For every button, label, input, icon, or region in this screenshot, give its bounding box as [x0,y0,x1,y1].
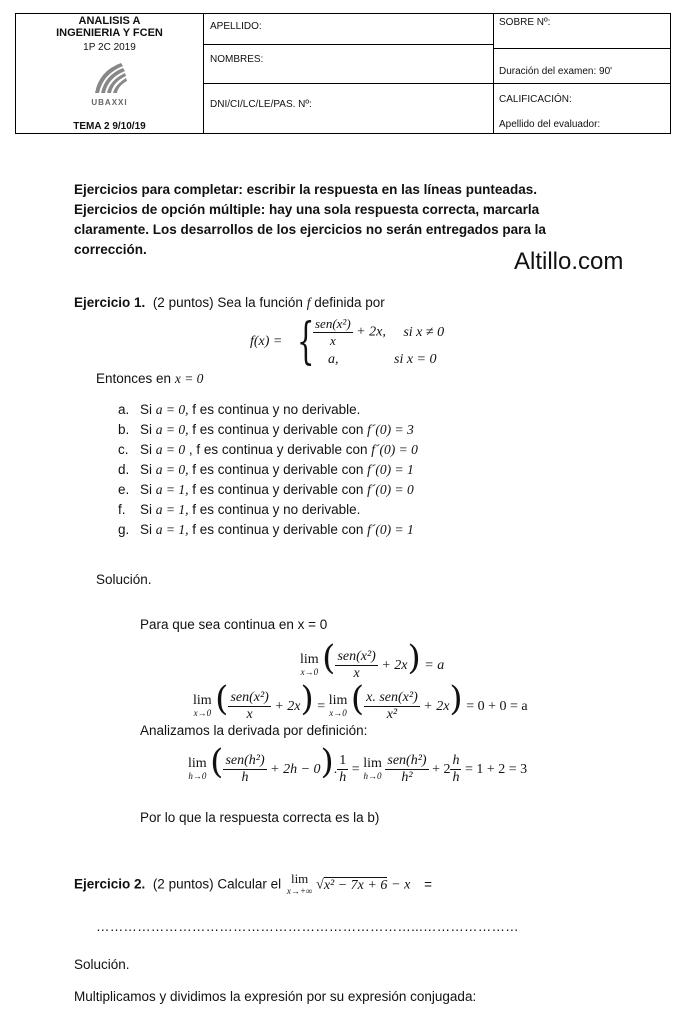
option-item[interactable] [118,460,418,480]
instruction-line: Ejercicios de opción múltiple: hay una sola respuesta correcta, marcarla [74,202,540,217]
option-math: a = 1, [155,522,189,537]
instruction-line: Ejercicios para completar: escribir la respuesta en las líneas punteadas. [74,182,537,197]
option-text: f es continua y derivable con [192,482,364,497]
option-math: a = 1, [155,482,189,497]
ex1-text-end: definida por [314,295,385,310]
option-item[interactable] [118,500,418,520]
answer-dotted-line: ……………………………………………………………...………………… [96,919,519,934]
option-letter: a. [118,402,130,417]
ex1-text: (2 puntos) Sea la función [152,295,303,310]
option-text: f es continua y derivable con [192,462,364,477]
divider [493,14,494,133]
equation-limit: lim x→0 ( $\frac{\text{sen(x²)}}{x}$ + 2x) = a [300,638,445,682]
option-item[interactable] [118,420,418,440]
ex2-title: Ejercicio 2. [74,876,146,892]
option-text: Si [140,422,153,437]
option-item[interactable] [118,520,418,540]
instruction-line: claramente. Los desarrollos de los ejercicios no serán entregados para la [74,222,546,237]
option-letter: c. [118,442,129,457]
ex1-statement [74,295,385,311]
solution-text: Multiplicamos y dividimos la expresión por su expresión conjugada: [74,989,477,1004]
ubaxxi-logo-icon [87,57,133,99]
calificacion-label: CALIFICACIÓN: [499,94,572,105]
option-math: a = 0, [155,462,189,477]
option-letter: b. [118,422,130,437]
option-math: a = 1, [155,502,189,517]
divider [203,83,671,84]
option-math: f´(0) = 0 [367,482,414,497]
option-text: Si [140,522,153,537]
evaluador-label: Apellido del evaluador: [499,119,601,130]
apellido-label: APELLIDO: [210,21,262,32]
piecewise-case2: a, si x = 0 [328,352,437,367]
options-list [118,400,418,540]
option-math: f´(0) = 1 [367,462,414,477]
equation-continuity: lim x→0 ( $\frac{\text{sen(x²)}}{x}$ + 2x) = lim x→0 ( $\frac{\text{x. sen(x²)}}{\text{x²}}$ + 2x) = 0 + 0 = a [193,679,528,723]
solution-label: Solución. [74,957,130,972]
solution-label: Solución. [96,572,152,587]
option-math: a = 0, [155,422,189,437]
conclusion: Por lo que la respuesta correcta es la b) [140,810,380,825]
option-item[interactable] [118,400,418,420]
divider [203,14,204,133]
equation-derivative: lim h→0 ( $\frac{\text{sen(h²)}}{h}$ + 2h − 0). $\frac{1}{h}$ = lim h→0 $\frac{\text{sen(h²)}}{\text{h²}}$ + 2 $\frac{h}{h}$ = 1 + 2 = 3 [188,742,528,786]
option-text: Si [140,402,153,417]
instruction-line: corrección. [74,242,147,257]
solution-text: Para que sea continua en x = 0 [140,617,328,632]
func-symbol: f [306,295,311,310]
divider [493,48,671,49]
option-math: f´(0) = 0 [371,442,418,457]
option-math: f´(0) = 3 [367,422,414,437]
option-text: Si [140,442,153,457]
ex2-statement: Ejercicio 2. (2 puntos) Calcular el lim x→+∞ √x² − 7x + 6 − x = [74,871,432,896]
option-item[interactable] [118,480,418,500]
piecewise-lhs: f(x) = [250,334,283,349]
dni-label: DNI/CI/LC/LE/PAS. Nº: [210,99,312,110]
option-letter: g. [118,522,130,537]
institution-line2: INGENIERIA Y FCEN [56,27,163,39]
option-letter: f. [118,502,126,517]
sobre-label: SOBRE Nº: [499,17,551,28]
option-text: f es continua y derivable con [192,422,364,437]
option-text: Si [140,482,153,497]
ex1-then: Entonces en x = 0 [96,371,204,386]
tema-date: TEMA 2 9/10/19 [73,121,146,132]
option-math: a = 0 [155,442,186,457]
course-code: 1P 2C 2019 [83,42,136,53]
option-text: f es continua y no derivable. [192,502,361,517]
option-text: f es continua y derivable con [192,522,364,537]
logo-text: UBAXXI [91,98,128,107]
duracion-label: Duración del examen: 90' [499,66,613,77]
piecewise-case1: $\frac{\text{sen(x²)}}{x}$ + 2x, si x ≠ 0 [315,316,445,348]
header-table [15,13,671,134]
nombres-label: NOMBRES: [210,54,264,65]
option-text: Si [140,462,153,477]
option-text: , f es continua y derivable con [188,442,368,457]
solution-text: Analizamos la derivada por definición: [140,723,368,738]
brace: { [297,312,315,370]
option-math: a = 0, [155,402,189,417]
option-text: Si [140,502,153,517]
option-letter: d. [118,462,130,477]
ex1-title: Ejercicio 1. [74,295,146,310]
option-letter: e. [118,482,130,497]
option-text: f es continua y no derivable. [192,402,361,417]
option-math: f´(0) = 1 [367,522,414,537]
option-item[interactable] [118,440,418,460]
divider [203,44,493,45]
institution-line1: ANALISIS A [78,15,141,27]
watermark: Altillo.com [514,248,624,275]
